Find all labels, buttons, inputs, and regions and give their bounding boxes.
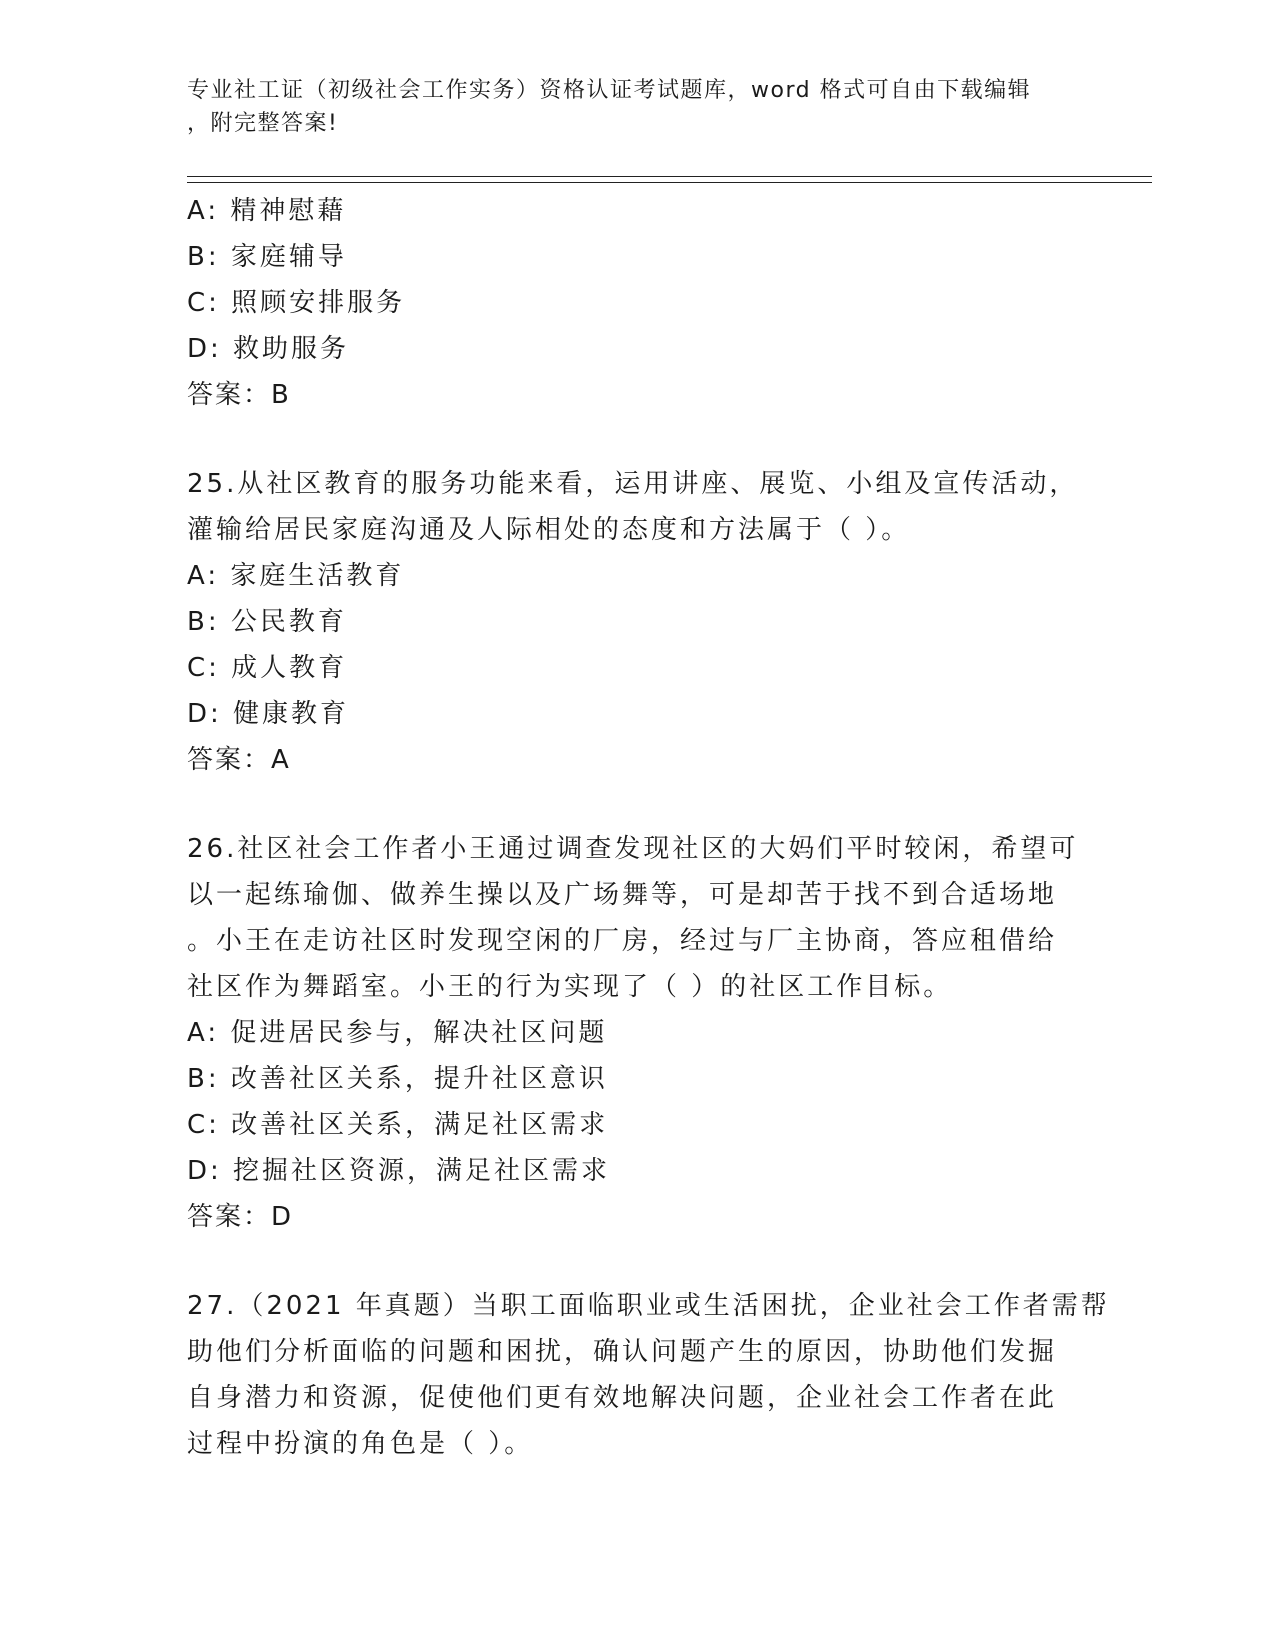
question-text-line: 助他们分析面临的问题和困扰，确认问题产生的原因，协助他们发掘 [187, 1337, 1058, 1367]
spacer [187, 418, 1087, 461]
option-a: A: 精神慰藉 [187, 196, 347, 226]
option-c: C: 成人教育 [187, 653, 348, 683]
option-c: C: 照顾安排服务 [187, 288, 406, 318]
answer-line: 答案：B [187, 380, 291, 410]
question-text-line: 。小王在走访社区时发现空闲的厂房，经过与厂主协商，答应租借给 [187, 926, 1058, 956]
spacer [187, 783, 1087, 826]
option-c: C: 改善社区关系，满足社区需求 [187, 1110, 609, 1140]
question-text-line: 过程中扮演的角色是（ ）。 [187, 1429, 534, 1459]
question-text-line: 社区作为舞蹈室。小王的行为实现了（ ）的社区工作目标。 [187, 972, 953, 1002]
option-d: D: 健康教育 [187, 699, 350, 729]
header-divider-top [187, 176, 1152, 177]
answer-line: 答案：A [187, 745, 291, 775]
question-block-24 [187, 188, 1087, 418]
option-b: B: 改善社区关系，提升社区意识 [187, 1064, 608, 1094]
question-text-line: 25.从社区教育的服务功能来看，运用讲座、展览、小组及宣传活动， [187, 469, 1079, 499]
header-title-line-2: ，附完整答案! [187, 111, 339, 136]
question-block-26 [187, 826, 1087, 1240]
question-text-line: 以一起练瑜伽、做养生操以及广场舞等，可是却苦于找不到合适场地 [187, 880, 1058, 910]
option-a: A: 促进居民参与，解决社区问题 [187, 1018, 608, 1048]
spacer [187, 1240, 1087, 1283]
question-block-27 [187, 1283, 1110, 1467]
option-b: B: 家庭辅导 [187, 242, 347, 272]
question-text-line: 27.（2021 年真题）当职工面临职业或生活困扰，企业社会工作者需帮 [187, 1291, 1110, 1321]
option-d: D: 挖掘社区资源，满足社区需求 [187, 1156, 611, 1186]
question-list [187, 188, 1110, 1467]
option-d: D: 救助服务 [187, 334, 350, 364]
question-text-line: 自身潜力和资源，促使他们更有效地解决问题，企业社会工作者在此 [187, 1383, 1058, 1413]
question-text-line: 26.社区社会工作者小王通过调查发现社区的大妈们平时较闲，希望可 [187, 834, 1079, 864]
option-a: A: 家庭生活教育 [187, 561, 405, 591]
answer-line: 答案：D [187, 1202, 294, 1232]
question-text-line: 灌输给居民家庭沟通及人际相处的态度和方法属于（ ）。 [187, 515, 911, 545]
document-header [187, 74, 1067, 140]
header-title-line-1: 专业社工证（初级社会工作实务）资格认证考试题库，word 格式可自由下载编辑 [187, 78, 1032, 103]
option-b: B: 公民教育 [187, 607, 347, 637]
question-block-25 [187, 461, 1087, 783]
header-divider-bottom [187, 182, 1152, 183]
